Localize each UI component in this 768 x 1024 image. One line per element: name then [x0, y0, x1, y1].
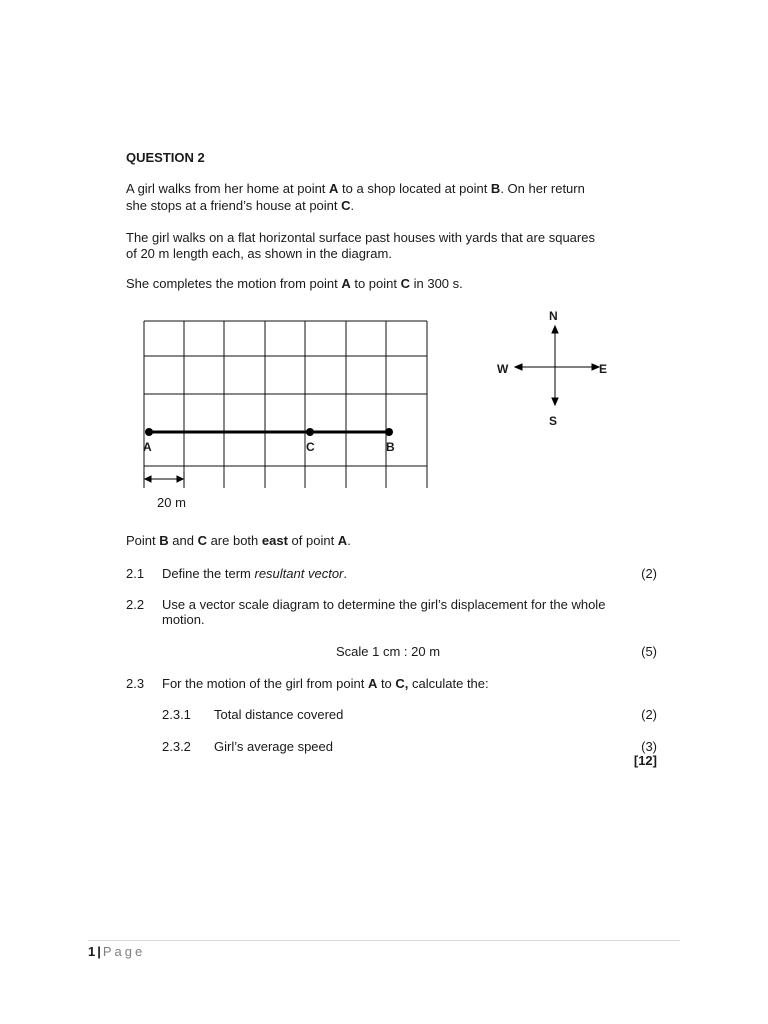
page-word: Page: [102, 944, 146, 959]
item-text-2-2-line-2: motion.: [162, 612, 205, 627]
item-number-2-2: 2.2: [126, 597, 145, 612]
page-number: 1: [88, 944, 96, 959]
item-number-2-3-1: 2.3.1: [162, 707, 191, 722]
point-a-ref: A: [329, 181, 339, 196]
east-arrow-icon: [592, 364, 599, 370]
text: .: [347, 533, 351, 548]
item-text-2-2-line-1: Use a vector scale diagram to determine the girl’s displacement for the whole: [162, 597, 606, 612]
text: of point: [287, 533, 338, 548]
compass-north-label: N: [549, 309, 558, 323]
item-text-2-3-1: Total distance covered: [214, 707, 344, 722]
text: to: [377, 676, 396, 691]
text: . On her return: [500, 181, 585, 196]
text: and: [168, 533, 198, 548]
item-text-2-1: [162, 566, 347, 582]
marks-2-3-1: (2): [641, 707, 657, 722]
south-arrow-icon: [552, 398, 558, 405]
item-text-2-3: [162, 676, 489, 692]
text: For the motion of the girl from point: [162, 676, 368, 691]
surface-paragraph-line-2: of 20 m length each, as shown in the diagram.: [126, 246, 392, 261]
item-number-2-3-2: 2.3.2: [162, 739, 191, 754]
point-c-ref: C: [197, 533, 207, 548]
compass-rose: [515, 326, 599, 405]
item-text-2-3-2: Girl’s average speed: [214, 739, 333, 754]
term-emphasis: resultant vector: [254, 566, 344, 581]
point-b-dot: [385, 428, 393, 436]
surface-paragraph-line-1: The girl walks on a flat horizontal surface past houses with yards that are squares: [126, 230, 595, 245]
scale-arrowhead-right: [177, 476, 183, 482]
scale-arrow: [144, 472, 184, 486]
marks-2-1: (2): [641, 566, 657, 581]
text: in 300 s.: [410, 276, 463, 291]
item-number-2-1: 2.1: [126, 566, 145, 581]
point-c-label: C: [306, 440, 315, 454]
point-c-dot: [306, 428, 314, 436]
point-a-dot: [145, 428, 153, 436]
point-b-label: B: [386, 440, 395, 454]
compass-south-label: S: [549, 414, 558, 428]
point-a-ref: A: [337, 533, 348, 548]
text: to a shop located at point: [338, 181, 491, 196]
text: A girl walks from her home at point: [126, 181, 330, 196]
point-b-ref: B: [490, 181, 501, 196]
item-number-2-3: 2.3: [126, 676, 145, 691]
text: She completes the motion from point: [126, 276, 342, 291]
point-a-ref: A: [367, 676, 378, 691]
footer-separator: |: [97, 944, 101, 959]
text: are both: [206, 533, 262, 548]
text: she stops at a friend’s house at point: [126, 198, 342, 213]
grid-lines: [144, 321, 427, 488]
scale-arrowhead-left: [145, 476, 151, 482]
scale-statement: Scale 1 cm : 20 m: [336, 644, 441, 659]
text: Define the term: [162, 566, 255, 581]
west-arrow-icon: [515, 364, 522, 370]
question-title: QUESTION 2: [126, 150, 205, 165]
point-a-ref: A: [341, 276, 351, 291]
north-arrow-icon: [552, 326, 558, 333]
point-c-ref: C: [400, 276, 410, 291]
point-c-ref: C,: [395, 676, 409, 691]
total-marks: [12]: [633, 753, 657, 768]
point-a-label: A: [143, 440, 152, 454]
text: calculate the:: [408, 676, 489, 691]
footer-divider: [88, 940, 680, 941]
text: to point: [350, 276, 401, 291]
compass-east-label: E: [599, 362, 608, 376]
marks-2-3-2: (3): [641, 739, 657, 754]
page-footer: [88, 944, 145, 959]
east-emphasis: east: [261, 533, 288, 548]
marks-2-2: (5): [641, 644, 657, 659]
point-c-ref: C: [341, 198, 351, 213]
direction-statement: [126, 533, 351, 549]
compass-west-label: W: [497, 362, 509, 376]
point-b-ref: B: [159, 533, 169, 548]
text: Point: [126, 533, 160, 548]
text: .: [350, 198, 355, 213]
text: .: [343, 566, 347, 581]
scale-label: 20 m: [157, 495, 186, 510]
